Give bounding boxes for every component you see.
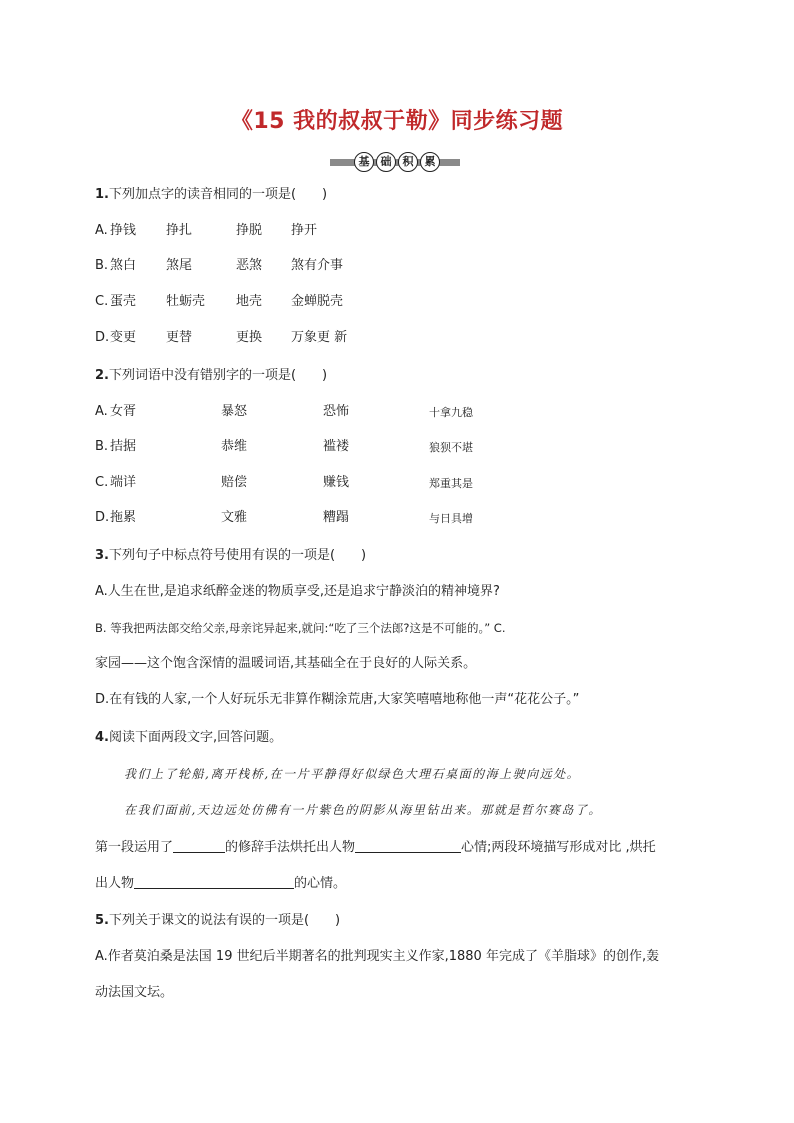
q2-stem-line [95, 367, 327, 385]
q2-d-item: 糟蹋 [323, 510, 350, 525]
q2-b-item: 恭维 [221, 439, 248, 454]
q1-d-item: 更替 [166, 330, 193, 345]
q2-c-item: 赚钱 [323, 475, 350, 490]
q4-fill-line-2 [95, 874, 346, 893]
q2-d-label: D. [95, 510, 110, 525]
q2-b-item: 拮据 [110, 439, 137, 454]
q1-a-item: 挣开 [291, 223, 318, 238]
q3-option-a: A.人生在世,是追求纸醉金迷的物质享受,还是追求宁静淡泊的精神境界? [95, 584, 500, 599]
q1-a-item: 挣脱 [236, 223, 263, 238]
q2-c-label: C. [95, 475, 109, 490]
q1-a-item: 挣钱 [110, 223, 137, 238]
q1-b-item: 恶煞 [236, 258, 263, 273]
q3-option-b: B. 等我把两法郎交给父亲,母亲诧异起来,就问:“吃了三个法郎?这是不可能的。” C. [95, 621, 506, 635]
q1-d-item: 更换 [236, 330, 263, 345]
q4-fill-text: 的心情。 [294, 876, 347, 891]
q2-d-item: 文雅 [221, 510, 248, 525]
q2-a-label: A. [95, 404, 108, 419]
q1-a-item: 挣扎 [166, 223, 193, 238]
answer-blank[interactable] [173, 838, 225, 853]
q3-stem-line [95, 547, 366, 565]
q1-c-label: C. [95, 294, 109, 309]
q1-b-item: 煞有介事 [291, 258, 344, 273]
q1-b-item: 煞白 [110, 258, 137, 273]
q1-c-item: 蛋壳 [110, 294, 137, 309]
q2-c-item: 郑重其是 [429, 477, 473, 490]
q2-a-item: 十拿九稳 [429, 406, 473, 419]
q2-b-item: 褴褛 [323, 439, 350, 454]
q1-b-label: B. [95, 258, 109, 273]
q2-c-item: 赔偿 [221, 475, 248, 490]
q1-d-item: 万象更 新 [291, 330, 348, 345]
badge-char: 累 [420, 152, 440, 172]
q2-stem: 下列词语中没有错别字的一项是( ) [108, 368, 328, 383]
q1-c-item: 牡蛎壳 [166, 294, 206, 309]
q2-d-item: 拖累 [110, 510, 137, 525]
q2-b-item: 狼狈不堪 [429, 441, 473, 454]
q4-passage-2: 在我们面前,天边远处仿佛有一片紫色的阴影从海里钻出来。那就是哲尔赛岛了。 [124, 803, 602, 817]
q1-number: 1. [95, 187, 109, 202]
q3-number: 3. [95, 548, 109, 563]
q5-stem: 下列关于课文的说法有误的一项是( ) [108, 913, 341, 928]
q1-stem-line [95, 186, 327, 204]
q2-c-item: 端详 [110, 475, 137, 490]
q1-c-item: 地壳 [236, 294, 263, 309]
q1-d-label: D. [95, 330, 110, 345]
q1-b-item: 煞尾 [166, 258, 193, 273]
q2-a-item: 女胥 [110, 404, 137, 419]
q1-c-item: 金蝉脱壳 [291, 294, 344, 309]
q4-fill-text: 心情;两段环境描写形成对比 ,烘托 [461, 840, 656, 855]
q4-stem-line [95, 729, 282, 747]
badge-char: 基 [354, 152, 374, 172]
q5-option-a-line-2: 动法国文坛。 [95, 985, 174, 1000]
q2-a-item: 恐怖 [323, 404, 350, 419]
q2-a-item: 暴怒 [221, 404, 248, 419]
page-title: 《15 我的叔叔于勒》同步练习题 [230, 109, 564, 134]
section-badge [330, 152, 460, 172]
q3-option-d: D.在有钱的人家,一个人好玩乐无非算作糊涂荒唐,大家笑嘻嘻地称他一声“花花公子。” [95, 692, 580, 707]
q4-fill-text: 的修辞手法烘托出人物 [225, 840, 356, 855]
q1-a-label: A. [95, 223, 108, 238]
q5-option-a-line-1: A.作者莫泊桑是法国 19 世纪后半期著名的批判现实主义作家,1880 年完成了《羊脂球》的创作,轰 [95, 949, 660, 964]
badge-char: 积 [398, 152, 418, 172]
q4-passage-1: 我们上了轮船,离开栈桥,在一片平静得好似绿色大理石桌面的海上驶向远处。 [124, 767, 581, 781]
q1-stem: 下列加点字的读音相同的一项是( ) [108, 187, 328, 202]
q2-b-label: B. [95, 439, 109, 454]
badge-char: 础 [376, 152, 396, 172]
q2-number: 2. [95, 368, 109, 383]
q4-fill-line-1 [95, 838, 656, 857]
q3-stem: 下列句子中标点符号使用有误的一项是( ) [108, 548, 367, 563]
q2-d-item: 与日具增 [429, 512, 473, 525]
q4-stem: 阅读下面两段文字,回答问题。 [108, 730, 283, 745]
q5-number: 5. [95, 913, 109, 928]
answer-blank[interactable] [134, 874, 294, 889]
q4-fill-text: 出人物 [95, 876, 135, 891]
q4-number: 4. [95, 730, 109, 745]
q1-d-item: 变更 [110, 330, 137, 345]
q3-option-c: 家园——这个饱含深情的温暖词语,其基础全在于良好的人际关系。 [95, 656, 477, 671]
answer-blank[interactable] [355, 838, 461, 853]
q5-stem-line [95, 912, 340, 930]
q4-fill-text: 第一段运用了 [95, 840, 174, 855]
